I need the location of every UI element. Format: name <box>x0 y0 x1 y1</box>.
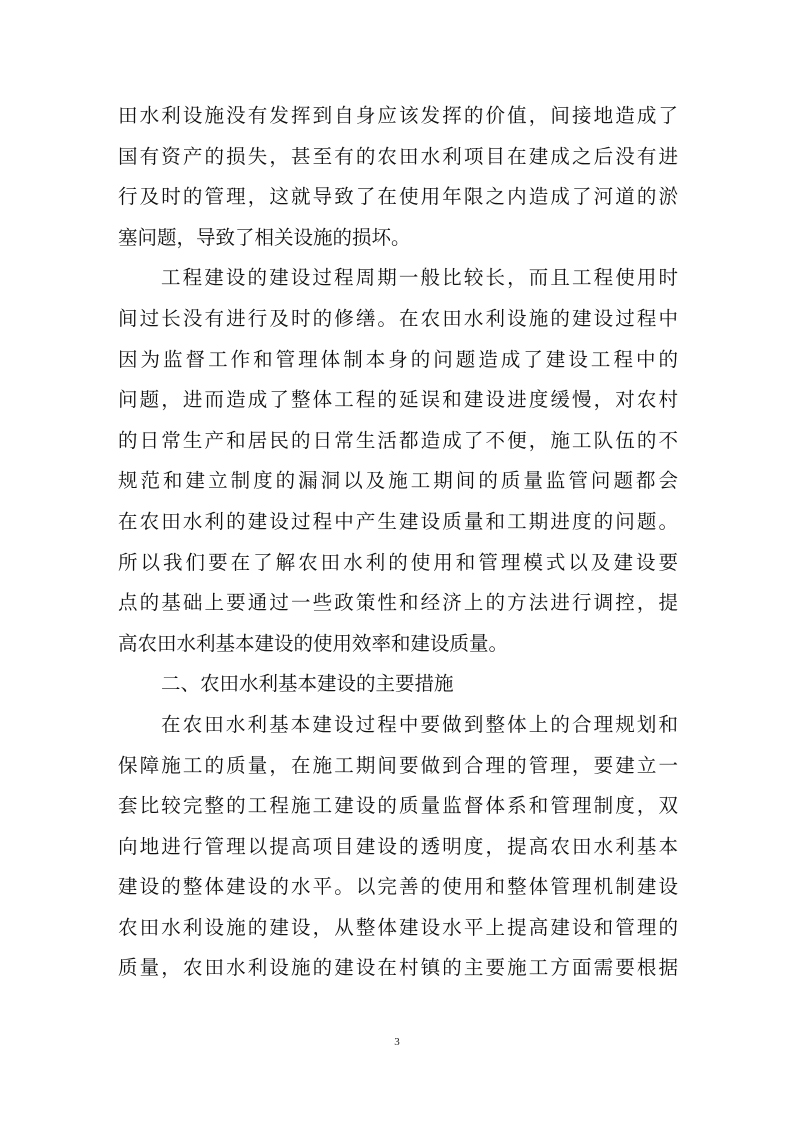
text-line: 塞问题，导致了相关设施的损坏。 <box>118 225 411 249</box>
text-line: 向地进行管理以提高项目建设的透明度，提高农田水利基本 <box>118 834 678 858</box>
text-line: 保障施工的质量，在施工期间要做到合理的管理，要建立一 <box>118 753 678 777</box>
text-line: 高农田水利基本建设的使用效率和建设质量。 <box>118 631 509 655</box>
text-line: 行及时的管理，这就导致了在使用年限之内造成了河道的淤 <box>118 185 678 209</box>
text-line: 在农田水利的建设过程中产生建设质量和工期进度的问题。 <box>118 509 678 533</box>
text-line: 建设的整体建设的水平。以完善的使用和整体管理机制建设 <box>118 875 678 899</box>
text-line: 因为监督工作和管理体制本身的问题造成了建设工程中的 <box>118 347 678 371</box>
text-line: 质量，农田水利设施的建设在村镇的主要施工方面需要根据 <box>118 956 678 980</box>
page-number: 3 <box>394 1036 400 1048</box>
text-line: 间过长没有进行及时的修缮。在农田水利设施的建设过程中 <box>118 306 678 330</box>
section-heading: 二、农田水利基本建设的主要措施 <box>161 672 454 696</box>
text-line: 规范和建立制度的漏洞以及施工期间的质量监管问题都会 <box>118 469 678 493</box>
text-line: 问题，进而造成了整体工程的延误和建设进度缓慢，对农村 <box>118 388 678 412</box>
body-text <box>118 96 678 989</box>
text-line: 田水利设施没有发挥到自身应该发挥的价值，间接地造成了 <box>118 104 678 127</box>
text-line: 农田水利设施的建设，从整体建设水平上提高建设和管理的 <box>118 915 678 939</box>
paragraph-start-line: 工程建设的建设过程周期一般比较长，而且工程使用时 <box>161 266 678 290</box>
text-line: 点的基础上要通过一些政策性和经济上的方法进行调控，提 <box>118 591 678 615</box>
text-line: 国有资产的损失，甚至有的农田水利项目在建成之后没有进 <box>118 144 678 168</box>
paragraph-start-line: 在农田水利基本建设过程中要做到整体上的合理规划和 <box>161 712 678 736</box>
text-line: 套比较完整的工程施工建设的质量监督体系和管理制度，双 <box>118 794 678 818</box>
text-line: 所以我们要在了解农田水利的使用和管理模式以及建设要 <box>118 550 678 574</box>
text-line: 的日常生产和居民的日常生活都造成了不便，施工队伍的不 <box>118 428 678 452</box>
